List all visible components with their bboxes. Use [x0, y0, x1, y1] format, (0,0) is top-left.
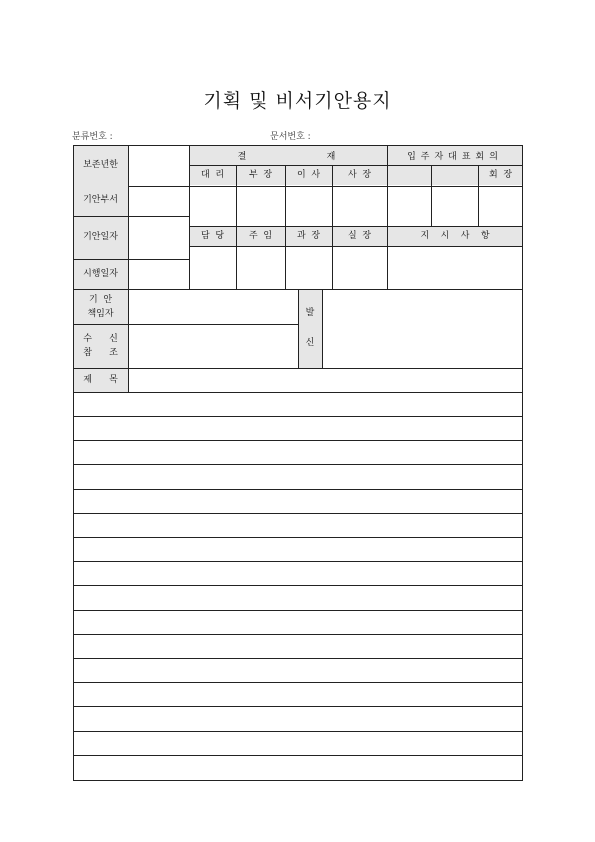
grid-line: [73, 145, 74, 781]
ruled-line: [73, 706, 523, 707]
ruled-line: [73, 682, 523, 683]
ruled-line: [73, 561, 523, 562]
grid-line: [285, 165, 286, 290]
grid-line: [73, 392, 523, 393]
grid-line: [189, 226, 523, 227]
grid-line: [73, 324, 298, 325]
grid-line: [322, 289, 323, 369]
ruled-line: [73, 416, 523, 417]
classification-number-label: 분류번호 :: [72, 132, 113, 142]
role-president: 사 장: [347, 170, 372, 181]
grid-line: [189, 246, 523, 247]
grid-line: [128, 145, 129, 393]
effective-date-label: 시행일자: [83, 269, 118, 280]
ruled-line: [73, 489, 523, 490]
ruled-line: [73, 464, 523, 465]
grid-line: [189, 145, 190, 290]
role-assistant-manager: 대 리: [200, 170, 225, 181]
drafter-label: 기 안 책임자: [87, 295, 114, 319]
role-section-chief: 과 장: [296, 230, 321, 241]
role-director: 이 사: [296, 170, 321, 181]
ruled-line: [73, 610, 523, 611]
approval-label-left: 결: [237, 152, 247, 162]
ruled-line: [73, 585, 523, 586]
ruled-line: [73, 658, 523, 659]
dispatch-label: 발 신: [305, 308, 315, 348]
grid-line: [236, 165, 237, 290]
role-office-head: 실 장: [347, 230, 372, 241]
drafting-date-label: 기안일자: [83, 232, 118, 243]
residents-committee-title: 입주자대표회의: [407, 152, 503, 162]
ruled-line: [73, 780, 523, 781]
subject-label: 제 목: [83, 374, 118, 385]
grid-line: [128, 186, 523, 187]
role-chairman: 회 장: [488, 170, 513, 181]
grid-line: [332, 165, 333, 290]
drafting-department-label: 기안부서: [83, 195, 118, 206]
ruled-line: [73, 755, 523, 756]
role-staff: 담 당: [200, 230, 225, 241]
grid-line: [387, 145, 388, 290]
ruled-line: [73, 513, 523, 514]
document-number-label: 문서번호 :: [270, 132, 311, 142]
instructions-label: 지 시 사 항: [420, 230, 490, 241]
approval-label-right: 재: [326, 152, 336, 162]
retention-period-label: 보존년한: [83, 159, 118, 170]
grid-line: [189, 165, 523, 166]
grid-line: [73, 145, 523, 146]
grid-line: [478, 165, 479, 227]
ruled-line: [73, 634, 523, 635]
ruled-line: [73, 440, 523, 441]
document-title: 기획 및 비서기안용지: [203, 90, 392, 112]
grid-line: [431, 165, 432, 227]
role-department-head: 부 장: [248, 170, 273, 181]
role-chief: 주 임: [248, 230, 273, 241]
ruled-line: [73, 731, 523, 732]
grid-line: [73, 259, 189, 260]
recipient-reference-label: 수 신 참 조: [83, 334, 118, 358]
grid-line: [522, 145, 523, 781]
grid-line: [73, 216, 189, 217]
grid-line: [298, 289, 299, 369]
ruled-line: [73, 537, 523, 538]
